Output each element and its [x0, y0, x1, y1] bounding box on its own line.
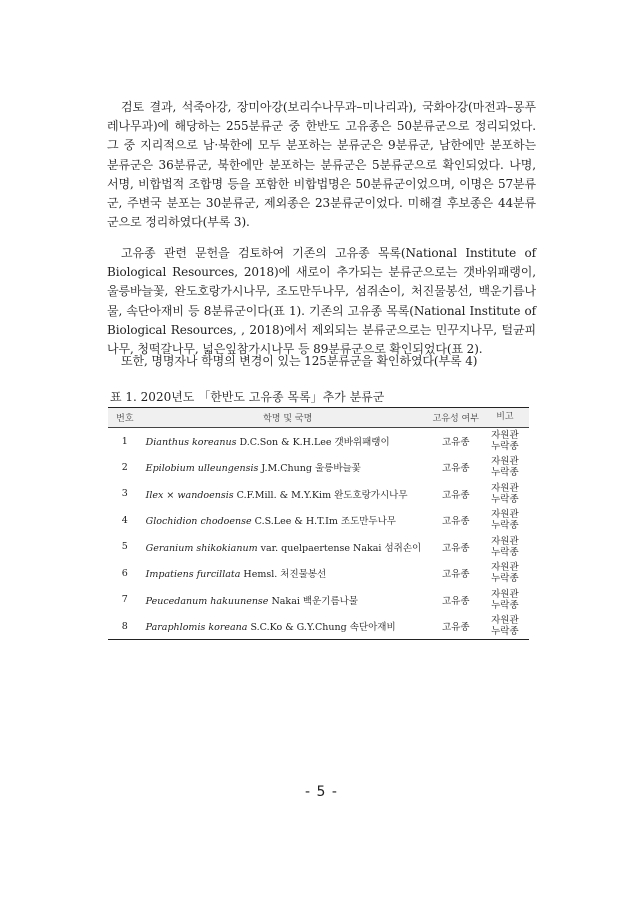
row-taxon-name [142, 507, 431, 534]
remark-line-1: 자원관 [491, 535, 519, 547]
scientific-name: Ilex × wandoensis [145, 489, 234, 501]
remark-line-1: 자원관 [491, 588, 519, 600]
table-row [108, 428, 529, 455]
remark-line-2: 누락종 [491, 493, 519, 505]
author-and-korean-name: D.C.Son & K.H.Lee 갯바위패랭이 [236, 437, 390, 448]
row-endemism: 고유종 [441, 463, 470, 475]
remark-line-2: 누락종 [491, 573, 519, 585]
row-taxon-name [142, 587, 431, 614]
scientific-name: Glochidion chodoense [145, 516, 252, 528]
remark-line-2: 누락종 [491, 467, 519, 479]
row-endemism: 고유종 [441, 542, 470, 554]
table-caption: 표 1. 2020년도 「한반도 고유종 목록」추가 분류군 [110, 390, 385, 404]
page-number: - 5 - [305, 784, 338, 800]
row-remarks [481, 454, 529, 481]
scientific-name: Impatiens furcillata [145, 569, 241, 581]
table-row [108, 560, 529, 587]
table-row [108, 481, 529, 508]
table-body [108, 428, 529, 640]
row-number: 4 [121, 514, 128, 526]
author-and-korean-name: Nakai 백운기름나물 [268, 595, 358, 607]
row-endemism: 고유종 [441, 437, 470, 448]
row-number: 1 [121, 435, 128, 447]
row-remarks [481, 507, 529, 534]
remark-line-2: 누락종 [491, 626, 519, 637]
header-scientific-name: 학명 및 국명 [142, 408, 431, 428]
row-taxon-name [142, 534, 431, 561]
remark-line-2: 누락종 [491, 546, 519, 558]
scientific-name: Peucedanum hakuunense [145, 595, 269, 607]
row-endemism: 고유종 [441, 516, 470, 528]
remark-line-1: 자원관 [491, 509, 519, 521]
row-taxon-name [142, 428, 431, 455]
scientific-name: Epilobium ulleungensis [145, 463, 259, 475]
row-remarks [481, 613, 529, 640]
remark-line-1: 자원관 [491, 482, 519, 494]
table-row [108, 534, 529, 561]
remark-line-2: 누락종 [491, 599, 519, 611]
row-taxon-name [142, 613, 431, 640]
row-endemism: 고유종 [441, 489, 470, 501]
row-remarks [481, 560, 529, 587]
row-number: 8 [108, 613, 142, 640]
row-endemism: 고유종 [431, 613, 481, 640]
author-and-korean-name: J.M.Chung 울릉바늘꽃 [258, 463, 361, 475]
remark-line-2: 누락종 [491, 441, 519, 452]
row-taxon-name [142, 454, 431, 481]
row-remarks [481, 587, 529, 614]
row-remarks [481, 428, 529, 455]
table-header-row [108, 408, 529, 428]
header-number: 번호 [108, 408, 142, 428]
scientific-name: Paraphlomis koreana [145, 622, 248, 633]
author-and-korean-name: S.C.Ko & G.Y.Chung 속단아재비 [247, 622, 396, 633]
row-number: 3 [121, 488, 128, 500]
row-remarks [481, 481, 529, 508]
header-remarks: 비고 [481, 408, 529, 428]
row-endemism: 고유종 [441, 595, 470, 607]
author-and-korean-name: C.F.Mill. & M.Y.Kim 완도호랑가시나무 [233, 489, 408, 501]
paragraph-results: 검토 결과, 석죽아강, 장미아강(보리수나무과–미나리과), 국화아강(마전과–몽푸레나무과)에 해당하는 255분류군 중 한반도 고유종은 50분류군으로 정리되었다. 그 중 지리적으로 남·북한에 모두 분포하는 분류군은 9분류군, 남한에만 분포하는 분류군은 36분류군, 북한에만 분포하는 분류군은 5분류군으로 확인되었다. 나명, 서명, 비합법적 조합명 등을 포함한 비합법명은 50분류군이었으며, 이명은 57분류군, 주변국 분포는 30분류군, 제외종은 23분류군이었다. 미해결 후보종은 44분류군으로 정리하였다(부록 3). [107, 100, 536, 230]
header-endemism: 고유성 여부 [431, 408, 481, 428]
remark-line-1: 자원관 [491, 615, 519, 626]
table-row [108, 454, 529, 481]
row-number: 7 [121, 594, 128, 606]
row-endemism: 고유종 [441, 569, 470, 581]
author-and-korean-name: var. quelpaertense Nakai 섬쥐손이 [257, 542, 422, 554]
table-row [108, 507, 529, 534]
paragraph-endemic-review: 고유종 관련 문헌을 검토하여 기존의 고유종 목록(National Institute of Biological Resources, 2018)에 새로이 추가되는 분류군으로는 갯바위패랭이, 울릉바늘꽃, 완도호랑가시나무, 조도만두나무, 섬쥐손이, 처진물봉선, 백운기름나물, 속단아재비 등 8분류군이다(표 1). 기존의 고유종 목록(National Institute of Biological Resources, , 2018)에서 제외되는 분류군으로는 민꾸지나무, 털균피나무, 청떡갈나무, 넓은잎참가시나무 등 89분류군으로 확인되었다(표 2). [107, 246, 536, 357]
paragraph-name-changes: 또한, 명명자나 학명의 변경이 있는 125분류군을 확인하였다(부록 4) [121, 354, 478, 368]
row-number: 5 [121, 541, 128, 553]
row-taxon-name [142, 481, 431, 508]
author-and-korean-name: C.S.Lee & H.T.Im 조도만두나무 [251, 516, 396, 528]
row-taxon-name [142, 560, 431, 587]
remark-line-1: 자원관 [491, 562, 519, 574]
remark-line-1: 자원관 [491, 456, 519, 468]
scientific-name: Dianthus koreanus [145, 437, 237, 448]
row-number: 6 [121, 567, 128, 579]
added-taxa-table [108, 407, 529, 640]
scientific-name: Geranium shikokianum [145, 542, 258, 554]
table-row [108, 613, 529, 640]
remark-line-2: 누락종 [491, 520, 519, 532]
author-and-korean-name: Hemsl. 처진물봉선 [240, 569, 327, 581]
remark-line-1: 자원관 [491, 430, 519, 441]
table-row [108, 587, 529, 614]
row-remarks [481, 534, 529, 561]
row-number: 2 [121, 461, 128, 473]
